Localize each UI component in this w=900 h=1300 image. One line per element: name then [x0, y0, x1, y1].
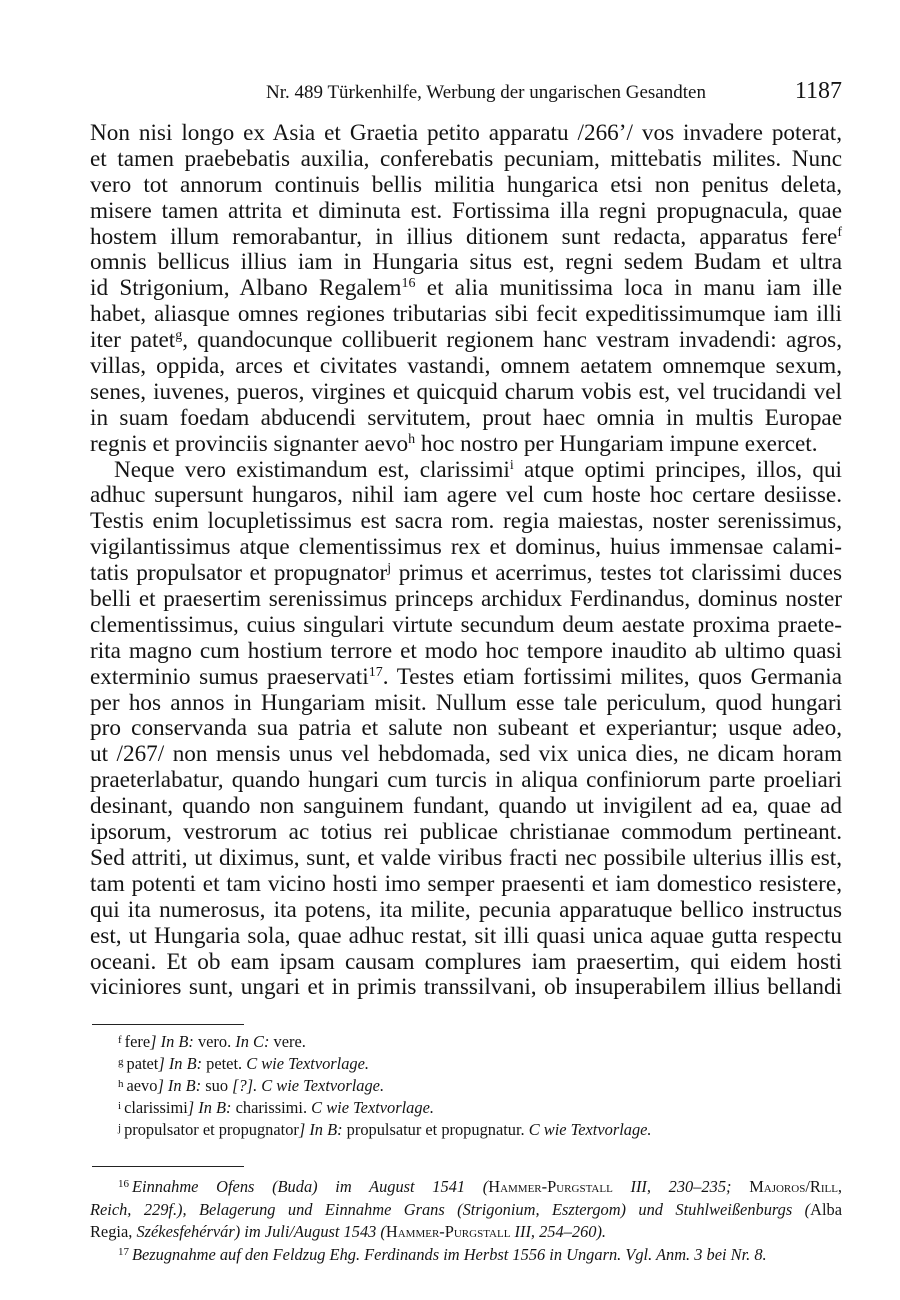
apparatus-text: propulsator et propugnator — [124, 1120, 299, 1139]
footnote-separator — [92, 1166, 244, 1167]
text-segment: clementissimus, cuius singulari virtute secundum deum aestate proxima praete- — [90, 611, 842, 638]
text-line — [90, 639, 842, 665]
apparatus-text: In C: — [235, 1032, 270, 1051]
text-line — [90, 613, 842, 639]
apparatus-line — [118, 1053, 858, 1075]
text-line — [90, 924, 842, 950]
text-line — [90, 665, 842, 691]
text-segment: Neque vero existimandum est, clarissimi — [114, 456, 510, 483]
text-line — [90, 458, 842, 484]
text-line — [90, 121, 842, 147]
text-segment: habet, aliasque omnes regiones tributarias sibi fecit expeditissimumque iam illi — [90, 301, 842, 328]
text-segment: vero tot annorum continuis bellis militia hungarica etsi non penitus deleta, — [90, 171, 842, 198]
text-line — [90, 199, 842, 225]
text-line — [90, 328, 842, 354]
text-segment: Non nisi longo ex Asia et Graetia petito apparatu /266’/ vos invadere poterat, — [90, 120, 842, 146]
text-line — [90, 716, 842, 742]
footnote-text: III, 254–260). — [510, 1222, 607, 1241]
apparatus-line — [118, 1097, 858, 1119]
text-segment: Testis enim locupletissimus est sacra rom. regia maiestas, noster serenissimus, — [90, 508, 842, 535]
text-segment: belli et praesertim serenissimus princeps archidux Ferdinandus, dominus noster — [90, 586, 842, 613]
text-line — [90, 975, 842, 1001]
text-line — [90, 225, 842, 251]
text-segment: pro conservanda sua patria et salute non subeant et experiantur; usque adeo, — [90, 715, 842, 742]
text-line — [90, 587, 842, 613]
text-segment: exterminio sumus praeservati — [90, 663, 369, 690]
footnote-text: Székesfehérvár) im Juli/August 1543 ( — [132, 1222, 386, 1241]
apparatus-text: fere — [124, 1032, 151, 1051]
footnote-text: Bezugnahme auf den Feldzug Ehg. Ferdinands im Herbst 1556 in Ungarn. Vgl. Anm. 3 bei Nr. 8. — [132, 1244, 767, 1264]
apparatus-marker: h — [118, 1078, 124, 1090]
footnote-text: Einnahme Ofens (Buda) im August 1541 ( — [132, 1177, 489, 1196]
text-line — [90, 302, 842, 328]
apparatus-marker: f — [118, 1034, 122, 1046]
text-segment: praeterlabatur, quando hungari cum turcis in aliqua confiniorum parte proeliari — [90, 767, 842, 794]
text-line — [90, 561, 842, 587]
text-line — [90, 950, 842, 976]
footnote-text: Alba — [810, 1199, 842, 1219]
text-line — [90, 276, 842, 302]
text-line — [90, 898, 842, 924]
footnote-author: Hammer-Purgstall — [488, 1177, 613, 1196]
critical-apparatus — [118, 1031, 858, 1141]
apparatus-text: C wie Textvorlage. — [528, 1120, 652, 1139]
apparatus-text: petet. — [202, 1054, 247, 1073]
apparatus-text: clarissimi — [124, 1098, 188, 1117]
text-line — [90, 820, 842, 846]
apparatus-marker: i — [118, 1100, 122, 1112]
apparatus-text: vero. — [193, 1032, 236, 1051]
text-segment: desinant, quando non sanguinem fundant, quando ut invigilent ad ea, quae ad — [90, 793, 842, 820]
footnote-line — [90, 1199, 842, 1222]
text-line — [90, 872, 842, 898]
text-segment: oceani. Et ob eam ipsam causam complures iam praesertim, qui eidem hosti — [90, 948, 842, 975]
running-head-title: Nr. 489 Türkenhilfe, Werbung der ungarischen Gesandten — [266, 82, 706, 103]
running-head — [90, 78, 842, 106]
text-segment: iter patet — [90, 327, 176, 354]
apparatus-text: ] In B: — [157, 1076, 202, 1095]
text-line — [90, 509, 842, 535]
note-marker: j — [387, 561, 392, 577]
text-line — [90, 380, 842, 406]
text-line — [90, 147, 842, 173]
text-segment: hostem illum remorabantur, in illius ditionem sunt redacta, apparatus fere — [90, 223, 838, 250]
text-segment: rita magno cum hostium terrore et modo hoc tempore inaudito ab ultimo quasi — [90, 637, 842, 664]
footnote-line — [90, 1221, 842, 1244]
apparatus-text: C wie Textvorlage. — [311, 1098, 434, 1117]
text-segment: in suam foedam abducendi servitutem, prout haec omnia in multis Europae — [90, 404, 842, 431]
apparatus-text: propulsatur et propugnatur. — [342, 1120, 529, 1139]
page-number: 1187 — [794, 78, 842, 104]
text-segment: viciniores sunt, ungari et in primis transsilvani, ob insuperabilem illius bellandi — [90, 974, 842, 1001]
text-line — [90, 250, 842, 276]
apparatus-line — [118, 1031, 858, 1053]
text-segment: Sed attriti, ut diximus, sunt, et valde viribus fracti nec possibile ulterius illis est, — [90, 844, 842, 871]
text-segment: tam potenti et tam vicino hosti imo semper praesenti et iam domestico resistere, — [90, 870, 842, 897]
apparatus-text: aevo — [126, 1076, 158, 1095]
text-segment: misere tamen attrita et diminuta est. Fortissima illa regni propugnacula, quae — [90, 197, 842, 224]
text-segment: ut /267/ non mensis unus vel hebdomada, sed vix unica dies, ne dicam horam — [90, 741, 842, 768]
text-line — [90, 794, 842, 820]
footnote-author: Majoros/Rill, — [749, 1177, 843, 1196]
apparatus-text: ] In B: — [187, 1098, 232, 1117]
text-segment: et tamen praebebatis auxilia, conferebatis pecuniam, mittebatis milites. Nunc — [90, 145, 842, 172]
apparatus-separator — [92, 1024, 244, 1025]
apparatus-line — [118, 1075, 858, 1097]
text-segment: adhuc supersunt hungaros, nihil iam agere vel cum hoste hoc certare desiisse. — [90, 482, 842, 509]
text-segment: ipsorum, vestrorum ac totius rei publicae christianae commodum pertineant. — [90, 819, 842, 846]
footnote-author: Hammer-Purgstall — [385, 1222, 511, 1241]
footnotes — [90, 1176, 842, 1266]
text-line — [90, 354, 842, 380]
text-segment: per hos annos in Hungariam misit. Nullum esse tale periculum, quod hungari — [90, 689, 842, 716]
footnote-line — [90, 1244, 842, 1267]
text-segment: regnis et provinciis signanter aevo — [90, 430, 409, 457]
text-segment: vigilantissimus atque clementissimus rex et dominus, huius immensae calami- — [90, 534, 842, 561]
text-line — [90, 535, 842, 561]
apparatus-text: vere. — [269, 1032, 306, 1051]
apparatus-text: ] In B: — [158, 1054, 203, 1073]
text-line — [90, 483, 842, 509]
apparatus-text: ] In B: — [298, 1120, 343, 1139]
note-marker: g — [175, 328, 183, 344]
text-line — [90, 846, 842, 872]
text-line — [90, 691, 842, 717]
text-segment: et alia munitissima loca in manu iam ille — [415, 275, 842, 302]
main-text — [90, 121, 842, 1001]
footnote-text: III, 230–235; — [612, 1177, 750, 1196]
text-line — [90, 406, 842, 432]
apparatus-line — [118, 1119, 858, 1141]
text-line — [90, 742, 842, 768]
text-segment: qui ita numerosus, ita potens, ita milite, pecunia apparatuque bellico instructus — [90, 896, 842, 923]
apparatus-text: ] In B: — [150, 1032, 194, 1051]
text-line — [90, 768, 842, 794]
note-marker: h — [408, 431, 416, 447]
footnote-text: Regia, — [90, 1222, 133, 1241]
apparatus-text: C wie Textvorlage. — [246, 1054, 369, 1073]
apparatus-text: suo — [201, 1076, 233, 1095]
text-segment: atque optimi principes, illos, qui — [513, 456, 842, 483]
text-segment: tatis propulsator et propugnator — [90, 560, 388, 587]
text-segment: est, ut Hungaria sola, quae adhuc restat, sit illi quasi unica aquae gutta respectu — [90, 922, 842, 949]
text-segment: villas, oppida, arces et civitates vastandi, omnem aetatem omnemque sexum, — [90, 353, 842, 380]
apparatus-marker: j — [118, 1122, 122, 1134]
apparatus-text: patet — [126, 1054, 159, 1073]
apparatus-text: charissimi. — [231, 1098, 312, 1117]
text-segment: . Testes etiam fortissimi milites, quos Germania — [382, 663, 842, 690]
text-segment: primus et acerrimus, testes tot clarissimi duces — [391, 560, 842, 587]
text-line — [90, 432, 842, 458]
text-segment: , quandocunque collibuerit regionem hanc vestram invadendi: agros, — [182, 327, 843, 354]
note-marker: 16 — [401, 276, 416, 292]
apparatus-text: [?]. C wie Textvorlage. — [232, 1076, 385, 1095]
text-segment: omnis bellicus illius iam in Hungaria situs est, regni sedem Budam et ultra — [90, 249, 842, 276]
note-marker: i — [509, 457, 514, 473]
text-segment: hoc nostro per Hungariam impune exercet. — [415, 430, 818, 457]
text-segment: id Strigonium, Albano Regalem — [90, 275, 402, 302]
apparatus-marker: g — [118, 1056, 124, 1068]
footnote-number: 16 — [118, 1178, 129, 1190]
text-segment: senes, iuvenes, pueros, virgines et quicquid charum vobis est, vel trucidandi vel — [90, 378, 842, 405]
note-marker: f — [837, 224, 842, 240]
footnote-text: Reich, 229f.), Belagerung und Einnahme Grans (Strigonium, Esztergom) und Stuhlweißenburgs ( — [90, 1199, 811, 1219]
footnote-number: 17 — [118, 1245, 129, 1258]
text-line — [90, 173, 842, 199]
note-marker: 17 — [368, 664, 383, 680]
footnote-line — [90, 1176, 842, 1199]
